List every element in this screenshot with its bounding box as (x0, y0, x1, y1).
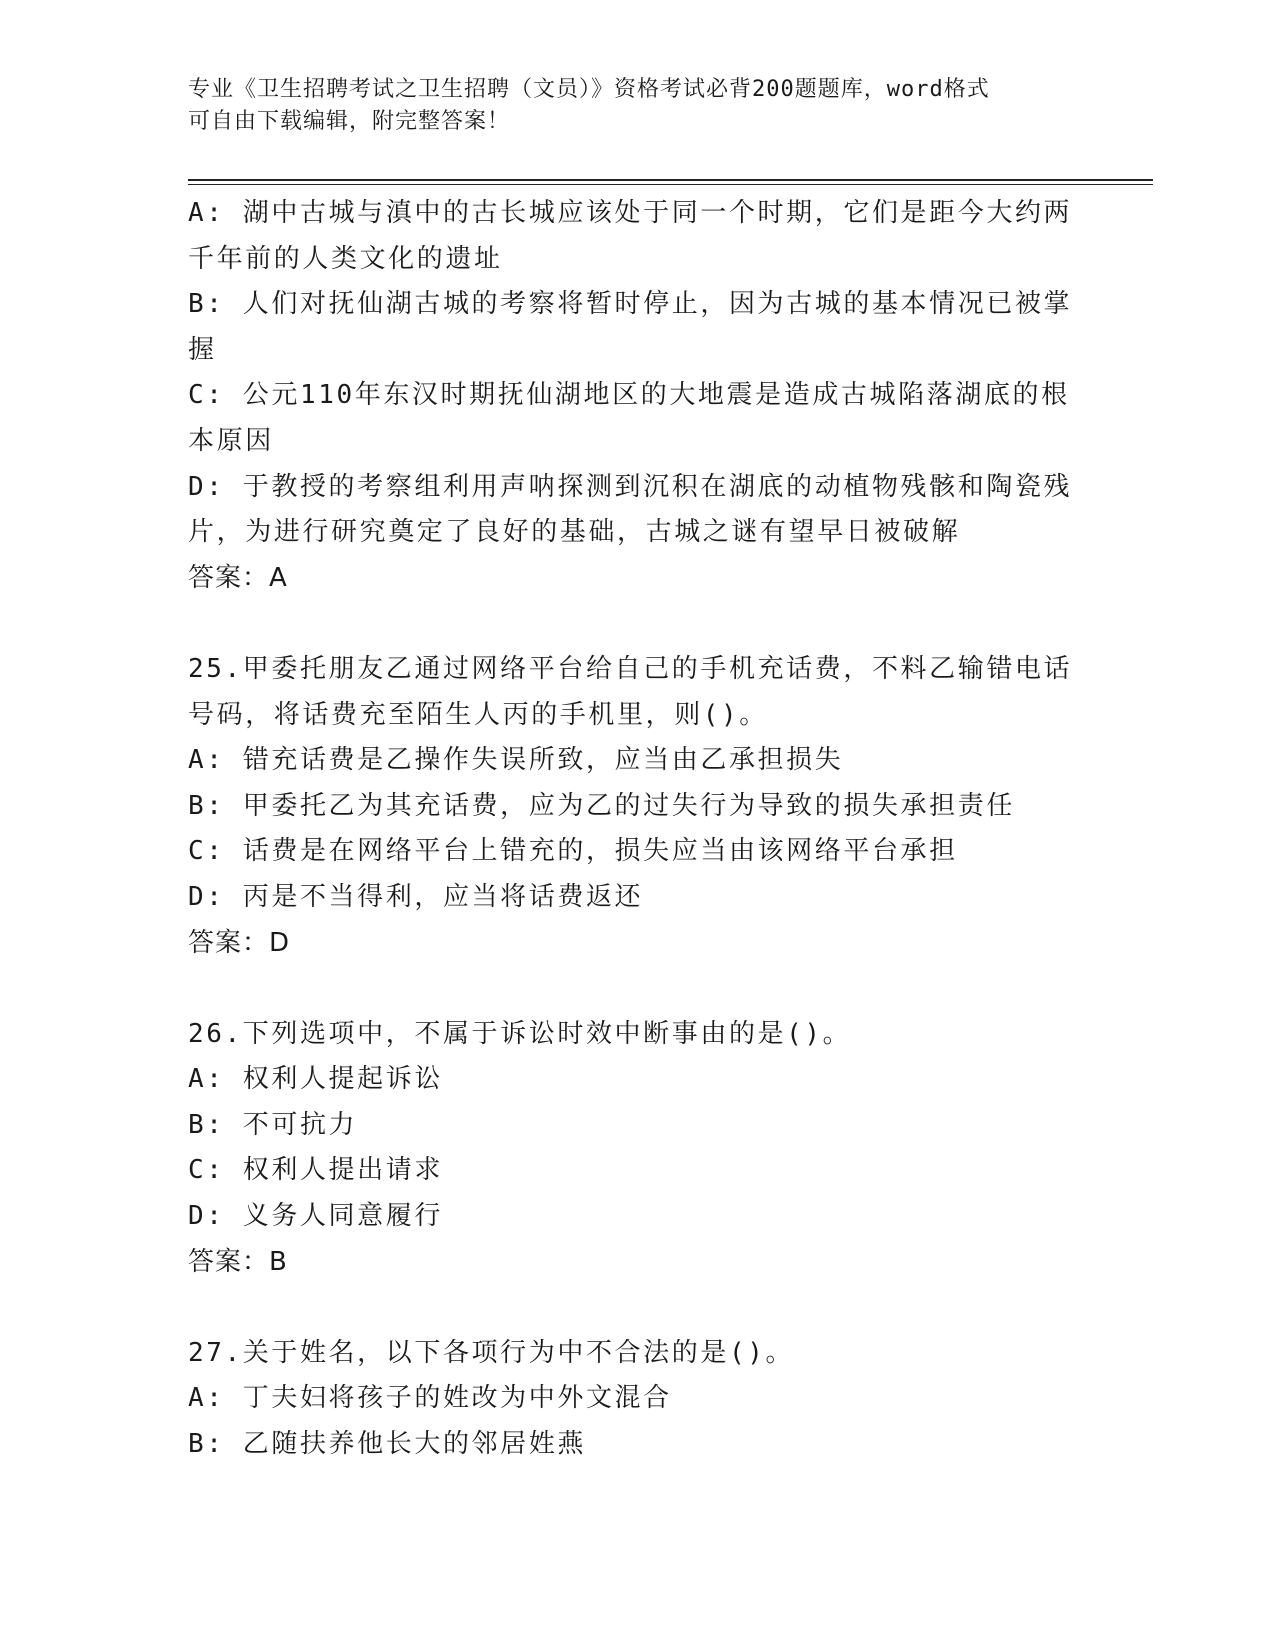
question-stem: 27.关于姓名，以下各项行为中不合法的是()。 (188, 1337, 795, 1368)
header-line-2: 可自由下载编辑，附完整答案！ (188, 109, 511, 134)
option-b: B: 乙随扶养他长大的邻居姓燕 (188, 1429, 586, 1460)
option-a: A: 错充话费是乙操作失误所致，应当由乙承担损失 (188, 745, 844, 776)
spacer (188, 1285, 1078, 1331)
option-c-line-1: C: 公元110年东汉时期抚仙湖地区的大地震是造成古城陷落湖底的根 (188, 380, 1070, 411)
question-stem: 26.下列选项中，不属于诉讼时效中断事由的是()。 (188, 1018, 852, 1049)
question-27-block (188, 1331, 1078, 1468)
header-rule-thick (188, 179, 1153, 181)
option-d-line-1: D: 于教授的考察组利用声呐探测到沉积在湖底的动植物残骸和陶瓷残 (188, 471, 1073, 502)
answer-label: 答案：B (188, 1246, 288, 1277)
question-stem-line-2: 号码，将话费充至陌生人丙的手机里，则()。 (188, 699, 768, 730)
option-b: B: 不可抗力 (188, 1109, 358, 1140)
question-stem-line-1: 25.甲委托朋友乙通过网络平台给自己的手机充话费，不料乙输错电话 (188, 653, 1073, 684)
document-header (188, 74, 1068, 138)
option-c-line-2: 本原因 (188, 425, 274, 456)
option-b-line-1: B: 人们对抚仙湖古城的考察将暂时停止，因为古城的基本情况已被掌 (188, 289, 1073, 320)
option-b: B: 甲委托乙为其充话费，应为乙的过失行为导致的损失承担责任 (188, 790, 1015, 821)
option-a-line-1: A: 湖中古城与滇中的古长城应该处于同一个时期，它们是距今大约两 (188, 198, 1073, 228)
option-d: D: 义务人同意履行 (188, 1201, 443, 1232)
header-rule-thin (188, 184, 1153, 185)
question-content (188, 191, 1078, 1468)
option-a: A: 丁夫妇将孩子的姓改为中外文混合 (188, 1383, 672, 1414)
question-26-block (188, 1012, 1078, 1286)
header-line-1: 专业《卫生招聘考试之卫生招聘（文员）》资格考试必背200题题库，word格式 (188, 77, 990, 102)
option-b-line-2: 握 (188, 334, 217, 365)
option-c: C: 话费是在网络平台上错充的，损失应当由该网络平台承担 (188, 836, 958, 867)
spacer (188, 966, 1078, 1012)
option-a: A: 权利人提起诉讼 (188, 1064, 443, 1095)
spacer (188, 601, 1078, 647)
option-d-line-2: 片，为进行研究奠定了良好的基础，古城之谜有望早日被破解 (188, 517, 961, 548)
question-24-block (188, 191, 1078, 601)
option-d: D: 丙是不当得利，应当将话费返还 (188, 881, 644, 912)
question-25-block (188, 647, 1078, 966)
option-c: C: 权利人提出请求 (188, 1155, 443, 1186)
answer-label: 答案：A (188, 562, 288, 593)
option-a-line-2: 千年前的人类文化的遗址 (188, 243, 503, 274)
answer-label: 答案：D (188, 927, 291, 958)
